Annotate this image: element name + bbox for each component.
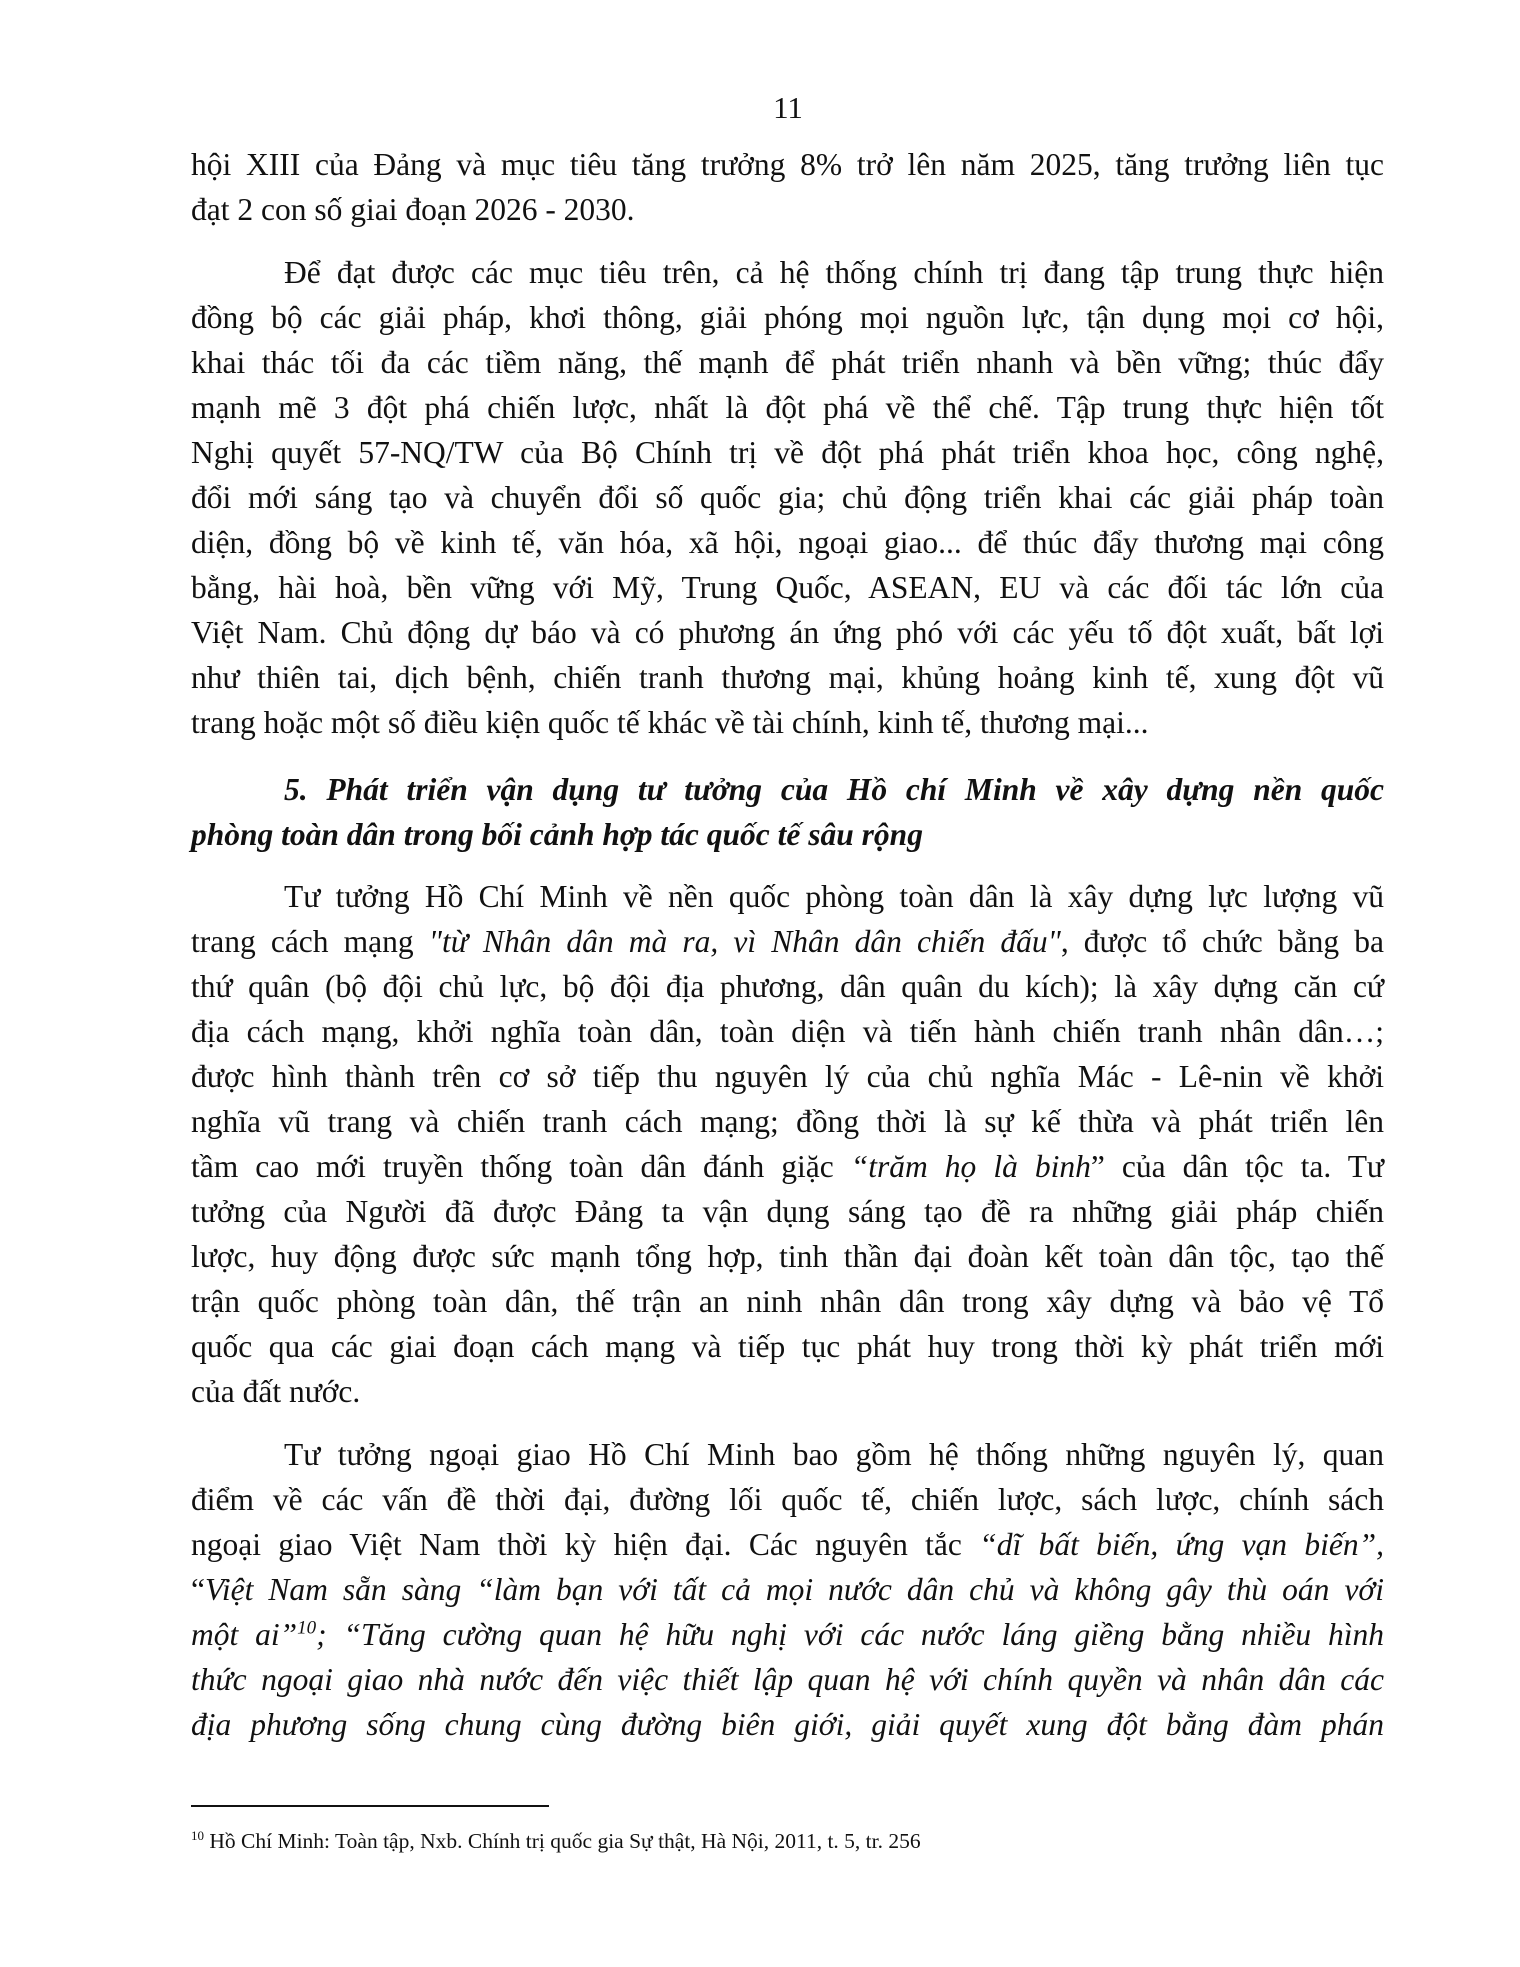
footnote-text: Hồ Chí Minh: Toàn tập, Nxb. Chính trị quốc gia Sự thật, Hà Nội, 2011, t. 5, tr. 256 xyxy=(204,1829,921,1853)
paragraph-2-line-2: đồng bộ các giải pháp, khơi thông, giải phóng mọi nguồn lực, tận dụng mọi cơ hội, xyxy=(191,300,1384,335)
paragraph-2-line-10: như thiên tai, dịch bệnh, chiến tranh thương mại, khủng hoảng kinh tế, xung đột vũ xyxy=(191,660,1384,695)
footnote-reference[interactable]: 10 xyxy=(297,1617,317,1639)
paragraph-3-line-2-text-c: , được tổ chức bằng ba xyxy=(1060,924,1384,959)
paragraph-2-line-8: bằng, hài hoà, bền vững với Mỹ, Trung Quốc, ASEAN, EU và các đối tác lớn của xyxy=(191,570,1384,605)
footnote-separator xyxy=(191,1805,549,1807)
paragraph-2-line-6: đổi mới sáng tạo và chuyển đổi số quốc gia; chủ động triển khai các giải pháp toàn xyxy=(191,480,1384,515)
paragraph-3-line-2 xyxy=(191,922,1384,962)
paragraph-3-line-5: được hình thành trên cơ sở tiếp thu nguyên lý của chủ nghĩa Mác - Lê-nin về khởi xyxy=(191,1059,1384,1094)
footnote xyxy=(191,1827,921,1855)
paragraph-1-line-1: hội XIII của Đảng và mục tiêu tăng trưởng 8% trở lên năm 2025, tăng trưởng liên tục xyxy=(191,147,1384,182)
paragraph-3-line-9: lược, huy động được sức mạnh tổng hợp, tinh thần đại đoàn kết toàn dân tộc, tạo thế xyxy=(191,1239,1384,1274)
paragraph-3-line-12: của đất nước. xyxy=(191,1374,361,1409)
paragraph-2-line-5: Nghị quyết 57-NQ/TW của Bộ Chính trị về đột phá phát triển khoa học, công nghệ, xyxy=(191,435,1384,470)
quote-di-bat-bien: “dĩ bất biến, ứng vạn biến”, xyxy=(979,1527,1385,1562)
paragraph-4-line-7: địa phương sống chung cùng đường biên giới, giải quyết xung đột bằng đàm phán xyxy=(191,1707,1384,1742)
paragraph-4-line-3 xyxy=(191,1525,1384,1565)
section-heading-line-2: phòng toàn dân trong bối cảnh hợp tác quốc tế sâu rộng xyxy=(191,817,923,852)
opening-quote-mark: “ xyxy=(191,1572,205,1607)
paragraph-4-line-5-text-a: một ai” xyxy=(191,1617,298,1652)
page-number: 11 xyxy=(773,90,803,125)
paragraph-3-line-8: tưởng của Người đã được Đảng ta vận dụng sáng tạo đề ra những giải pháp chiến xyxy=(191,1194,1384,1229)
quote-from-the-people: "từ Nhân dân mà ra, vì Nhân dân chiến đấu" xyxy=(428,924,1061,959)
footnote-mark: 10 xyxy=(191,1827,204,1843)
paragraph-4-line-1: Tư tưởng ngoại giao Hồ Chí Minh bao gồm hệ thống những nguyên lý, quan xyxy=(284,1437,1384,1472)
paragraph-4-line-2: điểm về các vấn đề thời đại, đường lối quốc tế, chiến lược, sách lược, chính sách xyxy=(191,1482,1384,1517)
section-heading-line-1: 5. Phát triển vận dụng tư tưởng của Hồ chí Minh về xây dựng nền quốc xyxy=(284,772,1384,807)
paragraph-2-line-7: diện, đồng bộ về kinh tế, văn hóa, xã hội, ngoại giao... để thúc đẩy thương mại công xyxy=(191,525,1384,560)
paragraph-4-line-4 xyxy=(191,1570,1384,1610)
paragraph-3-line-10: trận quốc phòng toàn dân, thế trận an ninh nhân dân trong xây dựng và bảo vệ Tổ xyxy=(191,1284,1384,1319)
paragraph-2-line-11: trang hoặc một số điều kiện quốc tế khác về tài chính, kinh tế, thương mại... xyxy=(191,705,1149,740)
paragraph-2-line-9: Việt Nam. Chủ động dự báo và có phương án ứng phó với các yếu tố đột xuất, bất lợi xyxy=(191,615,1384,650)
paragraph-2-line-4: mạnh mẽ 3 đột phá chiến lược, nhất là đột phá về thể chế. Tập trung thực hiện tốt xyxy=(191,390,1384,425)
paragraph-4-line-3-text-a: ngoại giao Việt Nam thời kỳ hiện đại. Các nguyên tắc xyxy=(191,1527,980,1562)
paragraph-3-line-11: quốc qua các giai đoạn cách mạng và tiếp tục phát huy trong thời kỳ phát triển mới xyxy=(191,1329,1384,1364)
paragraph-3-line-7-text-c: ” của dân tộc ta. Tư xyxy=(1090,1149,1385,1184)
paragraph-4-line-5 xyxy=(191,1615,1384,1655)
paragraph-3-line-2-text-a: trang cách mạng xyxy=(191,924,429,959)
paragraph-3-line-4: địa cách mạng, khởi nghĩa toàn dân, toàn diện và tiến hành chiến tranh nhân dân…; xyxy=(191,1014,1384,1049)
paragraph-3-line-6: nghĩa vũ trang và chiến tranh cách mạng; đồng thời là sự kế thừa và phát triển lên xyxy=(191,1104,1384,1139)
paragraph-2-line-1: Để đạt được các mục tiêu trên, cả hệ thống chính trị đang tập trung thực hiện xyxy=(284,255,1384,290)
paragraph-4-line-5-text-b: ; “Tăng cường quan hệ hữu nghị với các nước láng giềng bằng nhiều hình xyxy=(316,1617,1384,1652)
paragraph-3-line-1: Tư tưởng Hồ Chí Minh về nền quốc phòng toàn dân là xây dựng lực lượng vũ xyxy=(284,879,1384,914)
paragraph-4-line-6: thức ngoại giao nhà nước đến việc thiết lập quan hệ với chính quyền và nhân dân các xyxy=(191,1662,1384,1697)
quote-tram-ho-la-binh: “trăm họ là binh xyxy=(850,1149,1091,1184)
paragraph-3-line-3: thứ quân (bộ đội chủ lực, bộ đội địa phương, dân quân du kích); là xây dựng căn cứ xyxy=(191,969,1384,1004)
paragraph-3-line-7 xyxy=(191,1147,1384,1187)
paragraph-4-line-4-text: Việt Nam sẵn sàng “làm bạn với tất cả mọi nước dân chủ và không gây thù oán với xyxy=(204,1572,1384,1607)
paragraph-3-line-7-text-a: tầm cao mới truyền thống toàn dân đánh giặc xyxy=(191,1149,851,1184)
paragraph-2-line-3: khai thác tối đa các tiềm năng, thế mạnh để phát triển nhanh và bền vững; thúc đẩy xyxy=(191,345,1384,380)
paragraph-1-line-2: đạt 2 con số giai đoạn 2026 - 2030. xyxy=(191,192,635,227)
